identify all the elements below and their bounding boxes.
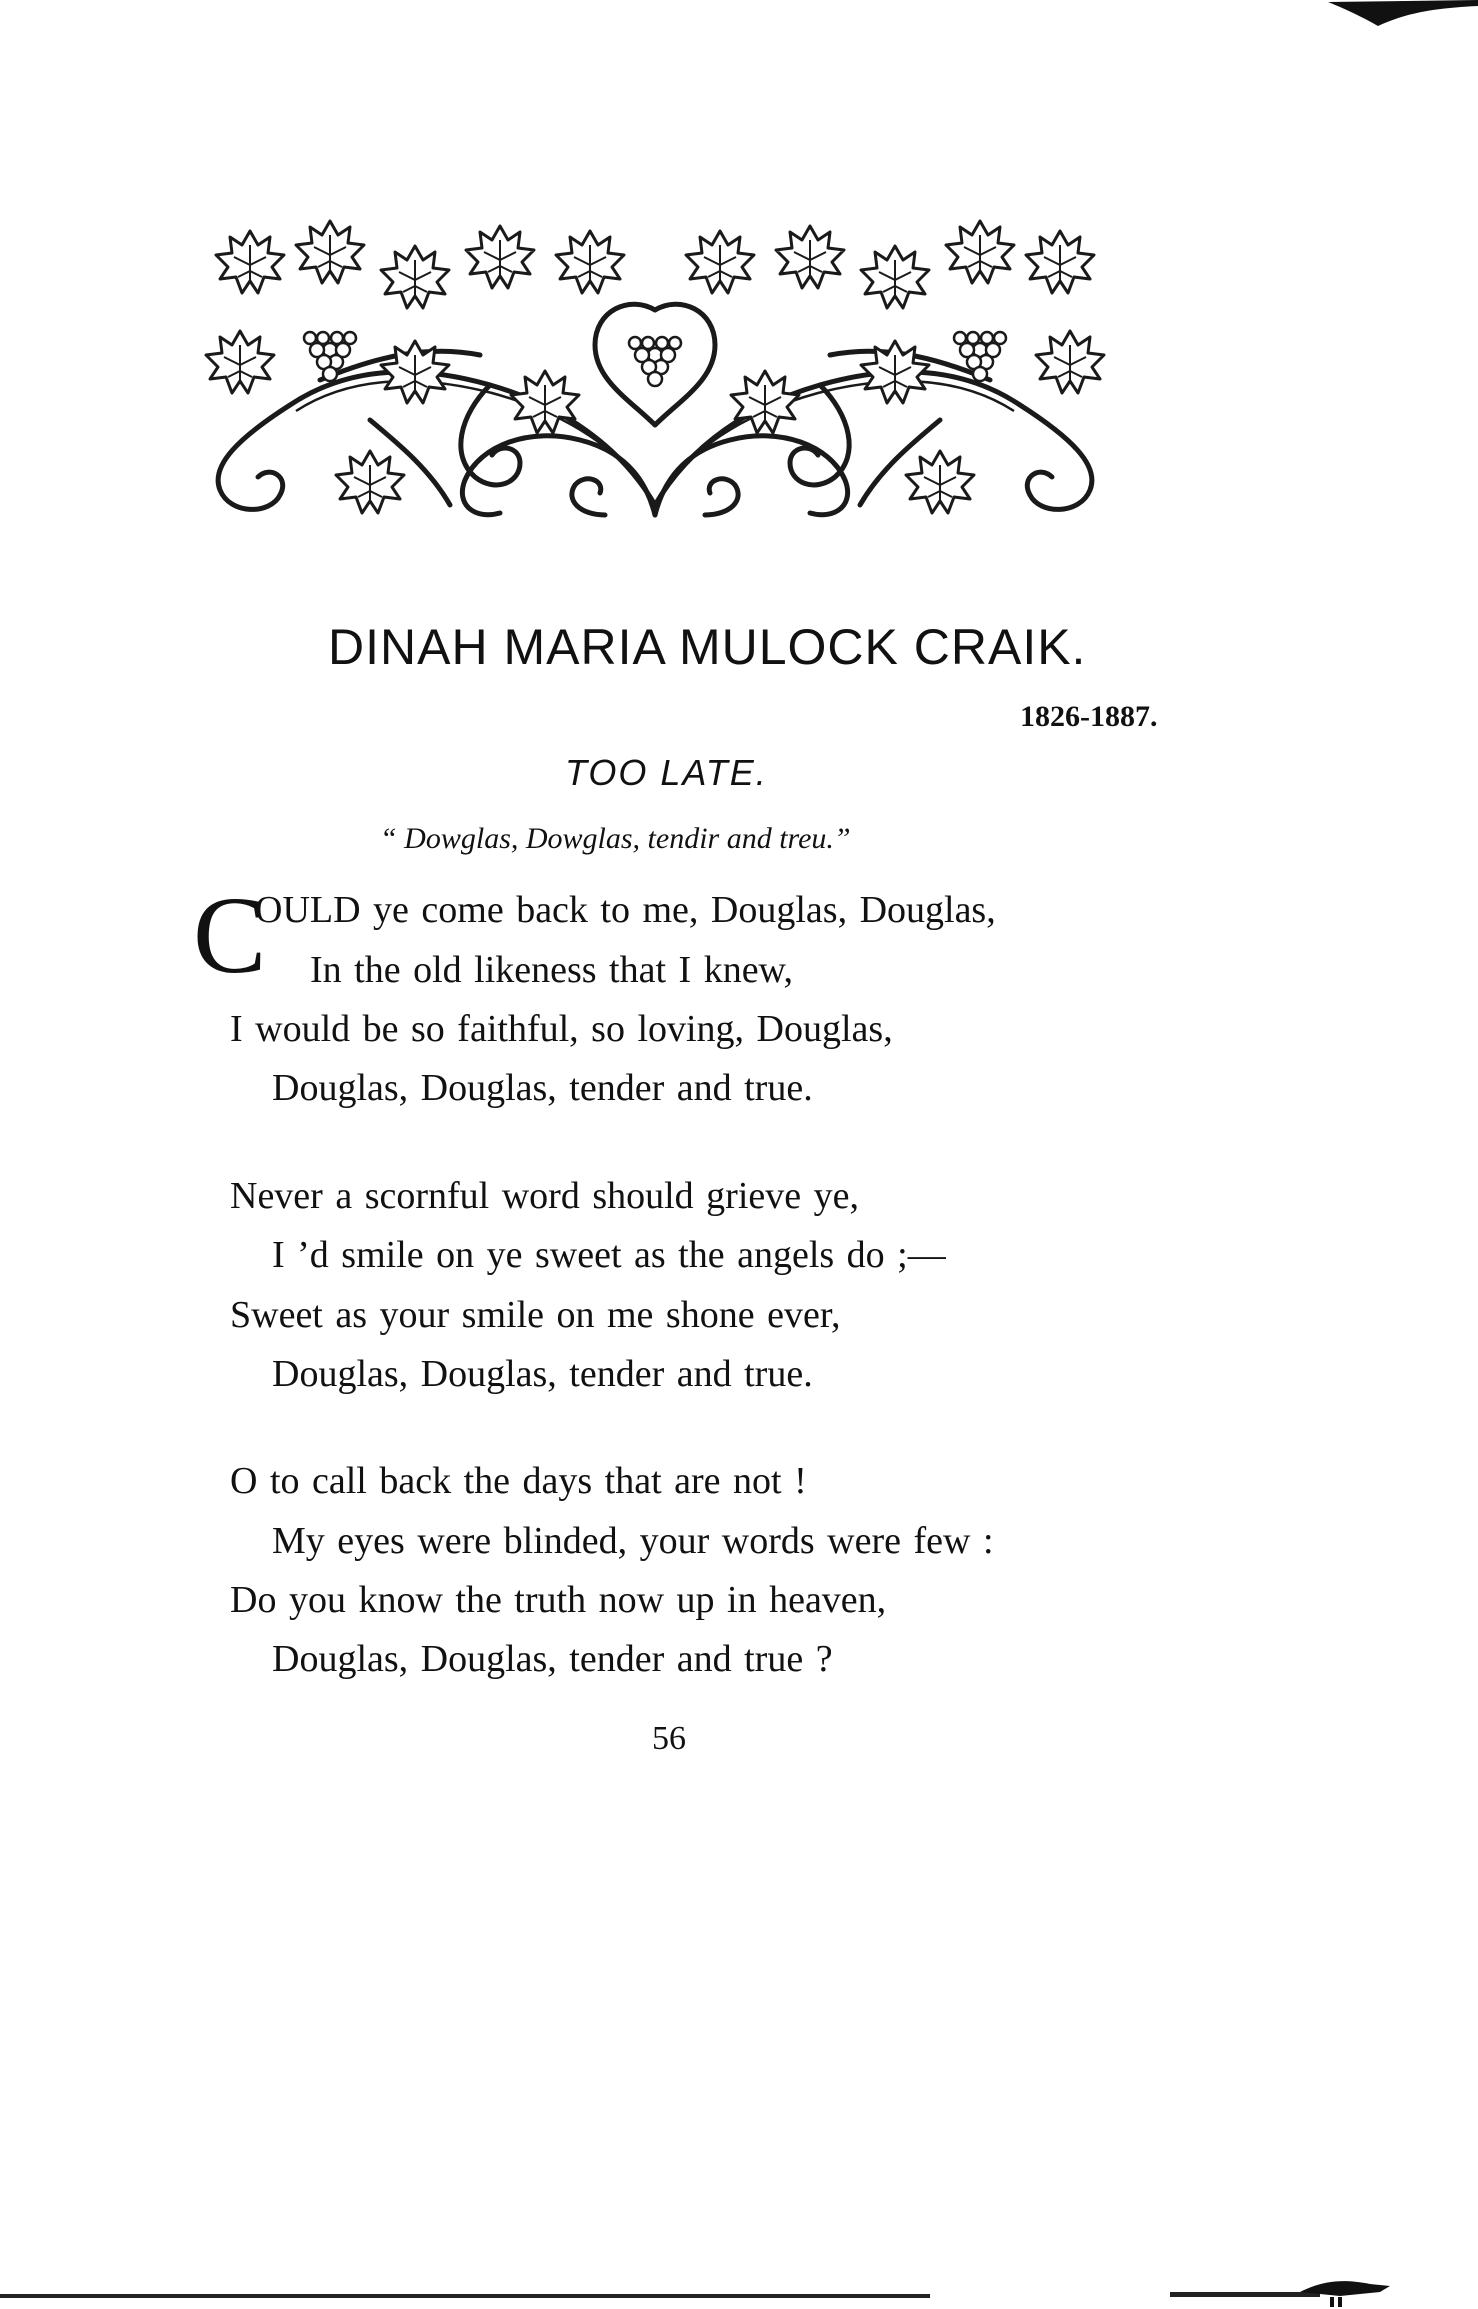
drop-cap: C xyxy=(193,874,267,996)
poem-line: OULD ye come back to me, Douglas, Douglas, xyxy=(255,889,996,931)
poem-line: O to call back the days that are not ! xyxy=(230,1460,807,1502)
poem-line: I ’d smile on ye sweet as the angels do ;— xyxy=(272,1234,946,1276)
page-edge-line-icon xyxy=(0,2270,1478,2309)
poem-line: Never a scornful word should grieve ye, xyxy=(230,1175,859,1217)
poem-title: TOO LATE. xyxy=(565,752,768,793)
vine-leaf-grape-ornament-icon xyxy=(200,215,1110,525)
poem-line: In the old likeness that I knew, xyxy=(310,949,794,991)
poem-line: My eyes were blinded, your words were few : xyxy=(272,1520,994,1562)
epigraph: “ Dowglas, Dowglas, tendir and treu.” xyxy=(380,822,851,855)
author-dates: 1826-1887. xyxy=(1020,700,1158,733)
poem-line: Douglas, Douglas, tender and true ? xyxy=(272,1638,833,1680)
poem-line: Sweet as your smile on me shone ever, xyxy=(230,1294,841,1336)
page-number: 56 xyxy=(652,1720,686,1757)
poem-line: Do you know the truth now up in heaven, xyxy=(230,1579,887,1621)
poem-line: Douglas, Douglas, tender and true. xyxy=(272,1353,813,1395)
author-heading xyxy=(0,618,1478,676)
page-edge-mark-icon xyxy=(1328,0,1478,40)
poem-line: Douglas, Douglas, tender and true. xyxy=(272,1067,813,1109)
poem-line: I would be so faithful, so loving, Douglas, xyxy=(230,1008,893,1050)
author-name: DINAH MARIA MULOCK CRAIK. xyxy=(328,619,1087,675)
